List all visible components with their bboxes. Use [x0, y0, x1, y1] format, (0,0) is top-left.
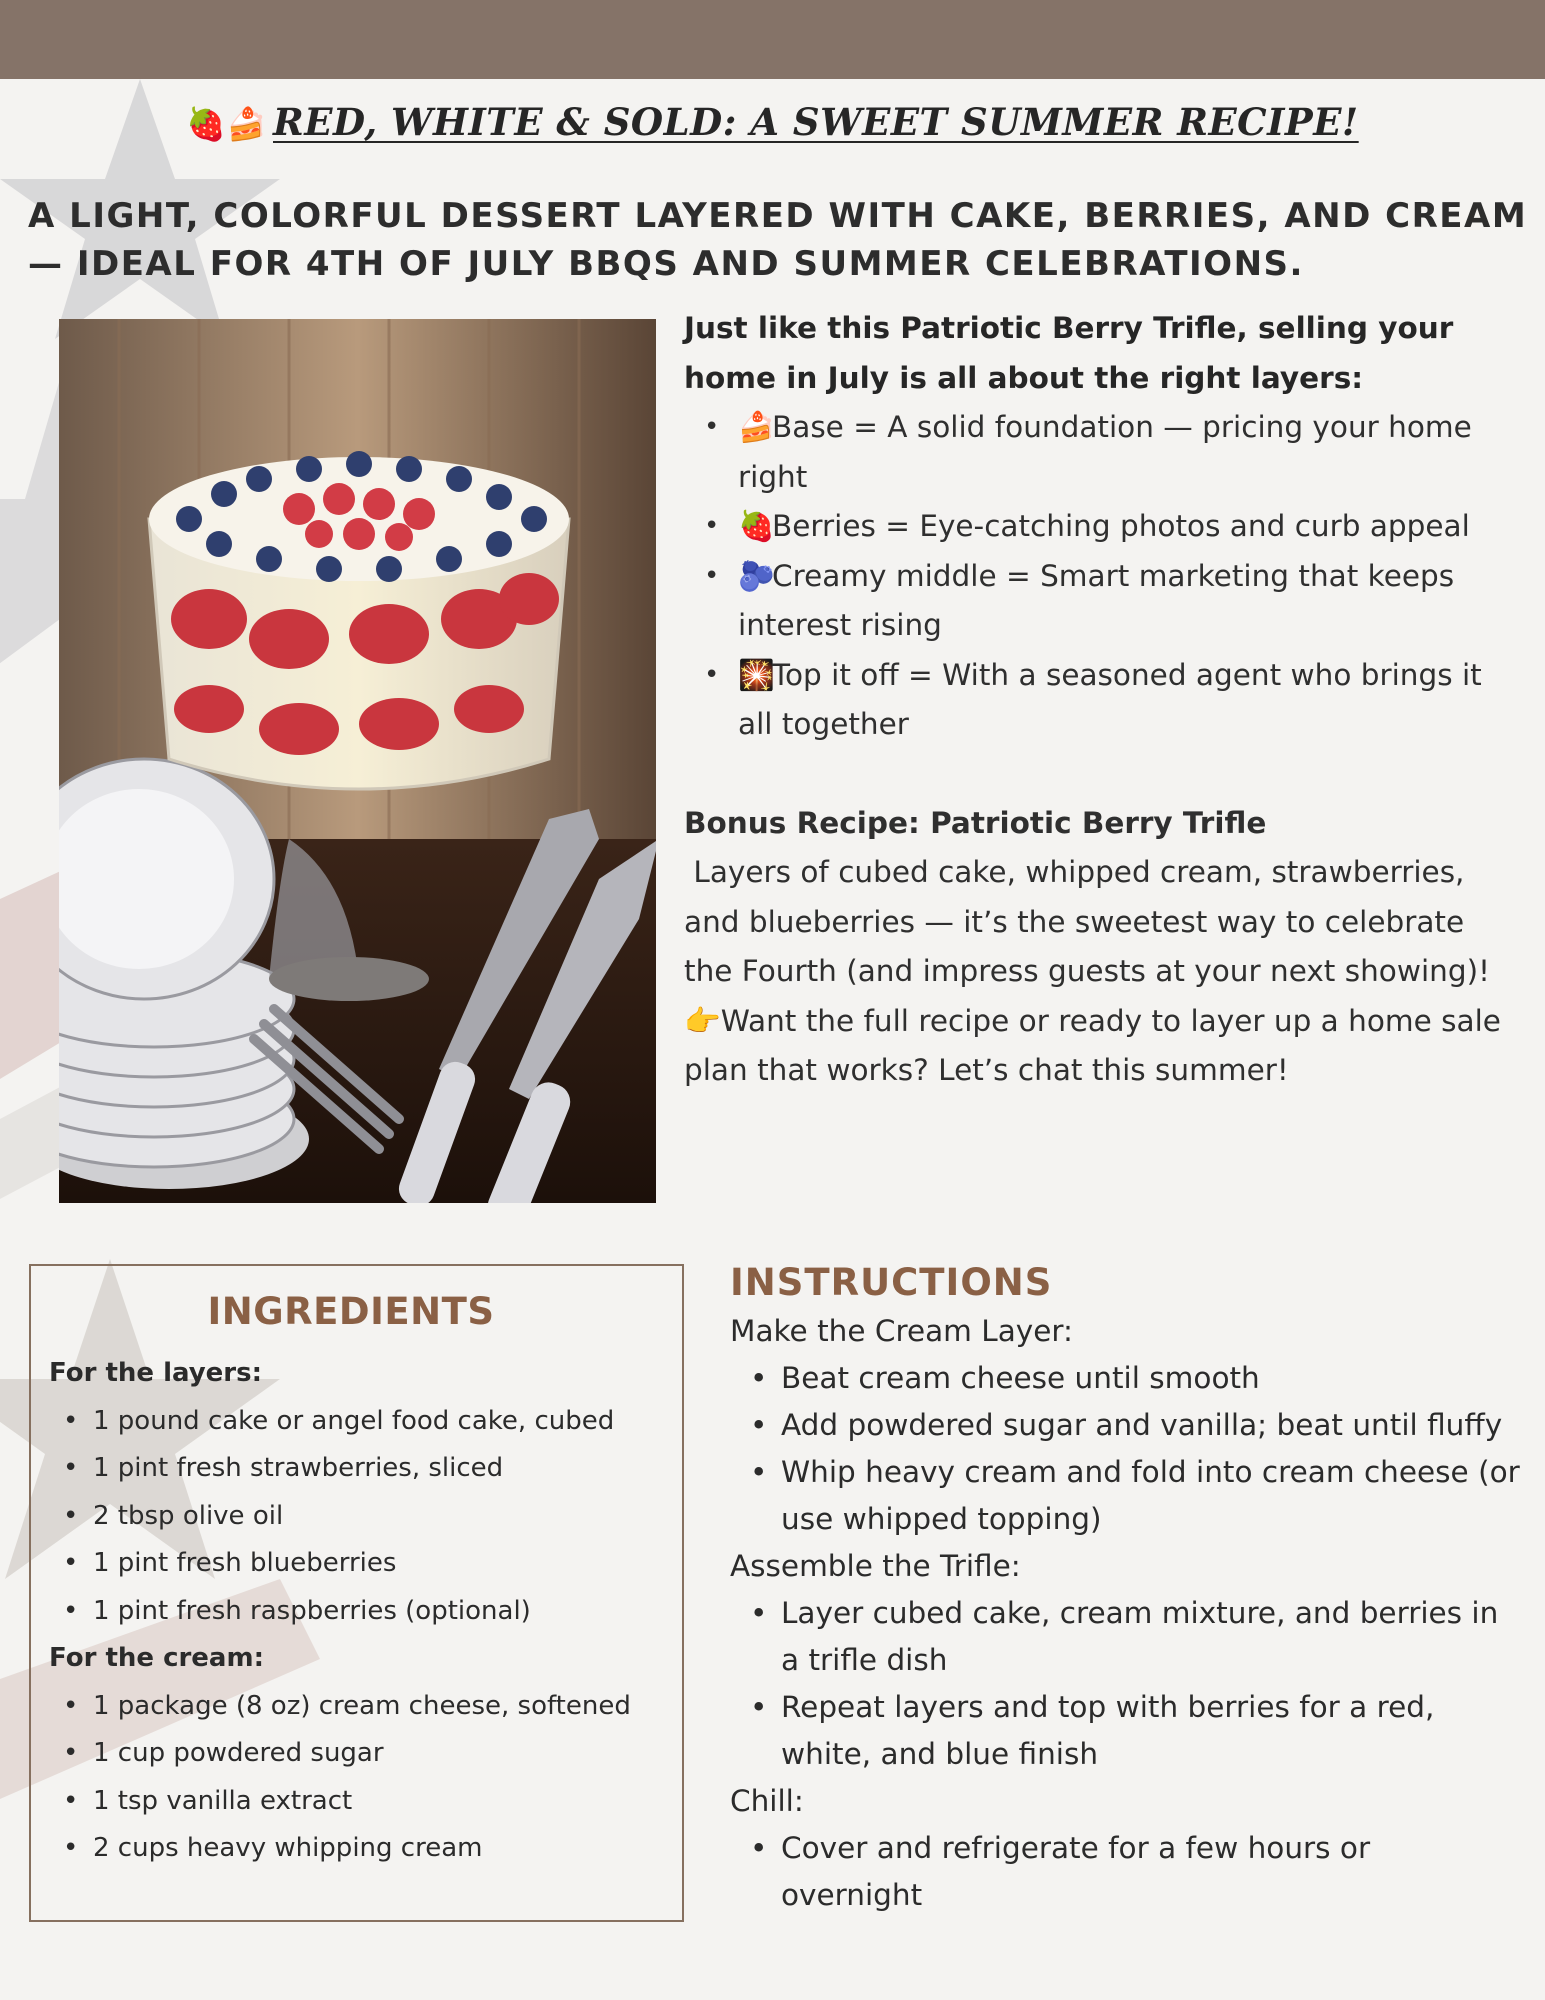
intro-lead: Just like this Patriotic Berry Trifle, selling your home in July is all about the right layers:: [684, 311, 1454, 395]
list-item: • 1 pound cake or angel food cake, cubed: [93, 1398, 679, 1446]
layers-subheading: For the layers:: [49, 1358, 263, 1388]
bonus-recipe-text: Layers of cubed cake, whipped cream, strawberries, and blueberries — it’s the sweetest way to celebrate the Fourth (and impress guests at your next showing)!: [684, 855, 1490, 988]
step-list: [730, 1825, 1520, 1919]
list-item: • 1 pint fresh raspberries (optional): [93, 1588, 679, 1636]
list-item: [738, 651, 1514, 750]
list-item: • Cover and refrigerate for a few hours or overnight: [781, 1825, 1520, 1919]
cta-text: Want the full recipe or ready to layer up a home sale plan that works? Let’s chat this summer!: [684, 1003, 1501, 1087]
ingredients-box: [29, 1264, 684, 1922]
ingredients-body: [49, 1350, 679, 1873]
top-band: [0, 0, 1545, 79]
list-item: • Layer cubed cake, cream mixture, and berries in a trifle dish: [781, 1590, 1520, 1684]
instructions-section: [730, 1258, 1520, 1919]
instructions-body: [730, 1308, 1520, 1919]
cake-emoji-icon: 🍰: [738, 410, 775, 444]
instructions-heading: INSTRUCTIONS: [730, 1261, 1053, 1304]
list-item: [738, 552, 1514, 651]
strawberry-emoji-icon: 🍓: [738, 509, 775, 543]
list-item: • Whip heavy cream and fold into cream cheese (or use whipped topping): [781, 1449, 1520, 1543]
sparkler-emoji-icon: 🎇: [738, 657, 775, 692]
list-item: • 1 package (8 oz) cream cheese, softened: [93, 1683, 679, 1731]
ingredients-heading: INGREDIENTS: [207, 1290, 495, 1333]
layer-text: Base = A solid foundation — pricing your home right: [738, 410, 1472, 494]
list-item: • 2 tbsp olive oil: [93, 1493, 679, 1541]
list-item: • Beat cream cheese until smooth: [781, 1355, 1520, 1402]
list-item: • 1 cup powdered sugar: [93, 1730, 679, 1778]
call-to-action: [684, 997, 1514, 1096]
list-item: • 2 cups heavy whipping cream: [93, 1825, 679, 1873]
list-item: [738, 403, 1514, 502]
pointing-hand-icon: 👉: [684, 1003, 721, 1038]
intro-section: [684, 304, 1514, 1096]
page-title: [0, 100, 1545, 144]
page-title-text: RED, WHITE & SOLD: A SWEET SUMMER RECIPE!: [273, 100, 1359, 144]
cream-subheading: For the cream:: [49, 1643, 264, 1673]
blueberries-emoji-icon: 🫐: [738, 558, 775, 593]
trifle-photo: [59, 319, 656, 1203]
cream-ingredients-list: [49, 1683, 679, 1873]
list-item: • 1 pint fresh strawberries, sliced: [93, 1445, 679, 1493]
layers-list: [684, 403, 1514, 750]
layer-text: Top it off = With a seasoned agent who brings it all together: [738, 657, 1482, 741]
step-label: Chill:: [730, 1784, 804, 1818]
layers-ingredients-list: [49, 1398, 679, 1636]
list-item: • 1 pint fresh blueberries: [93, 1540, 679, 1588]
list-item: • Add powdered sugar and vanilla; beat until fluffy: [781, 1402, 1520, 1449]
layer-text: Creamy middle = Smart marketing that keeps interest rising: [738, 558, 1455, 642]
list-item: [738, 502, 1514, 552]
step-list: [730, 1590, 1520, 1778]
list-item: • Repeat layers and top with berries for a red, white, and blue finish: [781, 1684, 1520, 1778]
list-item: • 1 tsp vanilla extract: [93, 1778, 679, 1826]
step-label: Assemble the Trifle:: [730, 1549, 1021, 1583]
layer-text: Berries = Eye-catching photos and curb appeal: [772, 509, 1470, 543]
bonus-recipe-title: Bonus Recipe: Patriotic Berry Trifle: [684, 805, 1267, 840]
step-label: Make the Cream Layer:: [730, 1314, 1073, 1348]
page-subtitle: A LIGHT, COLORFUL DESSERT LAYERED WITH CAKE, BERRIES, AND CREAM — IDEAL FOR 4TH OF JULY BBQS AND SUMMER CELEBRATIONS.: [28, 196, 1528, 284]
strawberry-cake-emoji: 🍓🍰: [186, 105, 267, 143]
step-list: [730, 1355, 1520, 1543]
